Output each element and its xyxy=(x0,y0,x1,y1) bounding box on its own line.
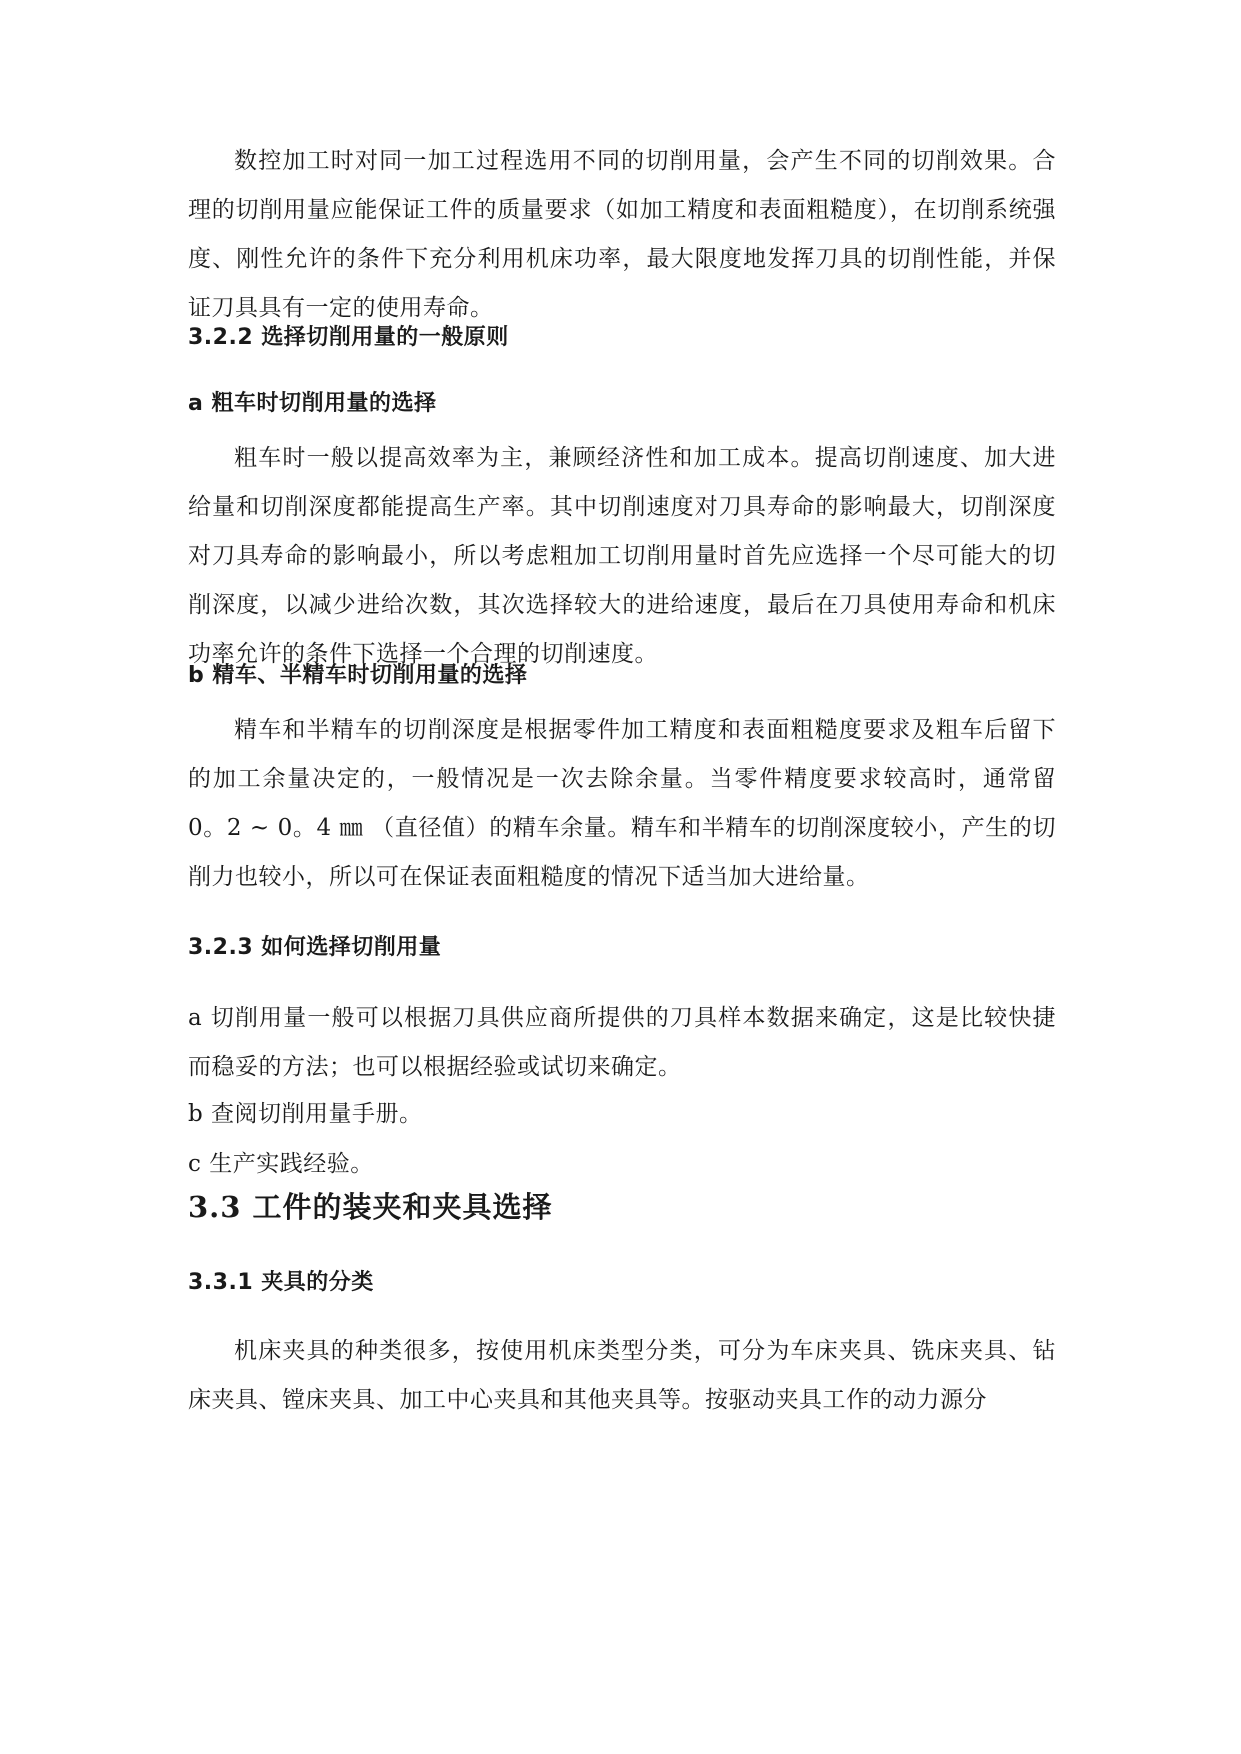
heading-3-2-3: 3.2.3 如何选择切削用量 xyxy=(188,935,442,960)
heading-finish-turning: b 精车、半精车时切削用量的选择 xyxy=(188,663,528,688)
list-item-b: b 查阅切削用量手册。 xyxy=(188,1101,423,1127)
heading-3-2-2: 3.2.2 选择切削用量的一般原则 xyxy=(188,325,509,350)
paragraph-cutting-parameters-intro: 数控加工时对同一加工过程选用不同的切削用量，会产生不同的切削效果。合理的切削用量应能保证工件的质量要求（如加工精度和表面粗糙度），在切削系统强度、刚性允许的条件下充分利用机床功率，最大限度地发挥刀具的切削性能，并保证刀具具有一定的使用寿命。 xyxy=(188,148,1056,321)
heading-rough-turning: a 粗车时切削用量的选择 xyxy=(188,391,437,416)
section-title-3-3: 3.3 工件的装夹和夹具选择 xyxy=(188,1190,553,1224)
list-item-a: a 切削用量一般可以根据刀具供应商所提供的刀具样本数据来确定，这是比较快捷而稳妥的方法；也可以根据经验或试切来确定。 xyxy=(188,1005,1056,1080)
heading-3-3-1: 3.3.1 夹具的分类 xyxy=(188,1270,374,1295)
paragraph-rough-turning: 粗车时一般以提高效率为主，兼顾经济性和加工成本。提高切削速度、加大进给量和切削深度都能提高生产率。其中切削速度对刀具寿命的影响最大，切削深度对刀具寿命的影响最小，所以考虑粗加工切削用量时首先应选择一个尽可能大的切削深度，以减少进给次数，其次选择较大的进给速度，最后在刀具使用寿命和机床功率允许的条件下选择一个合理的切削速度。 xyxy=(188,445,1056,667)
paragraph-fixture-classification: 机床夹具的种类很多，按使用机床类型分类，可分为车床夹具、铣床夹具、钻床夹具、镗床夹具、加工中心夹具和其他夹具等。按驱动夹具工作的动力源分 xyxy=(188,1338,1056,1413)
paragraph-finish-turning: 精车和半精车的切削深度是根据零件加工精度和表面粗糙度要求及粗车后留下的加工余量决定的，一般情况是一次去除余量。当零件精度要求较高时，通常留 0。2 ~ 0。4 ㎜ （直径值）的精车余量。精车和半精车的切削深度较小，产生的切削力也较小，所以可在保证表面粗糙度的情况下适当加大进给量。 xyxy=(188,717,1056,890)
list-item-c: c 生产实践经验。 xyxy=(188,1151,374,1177)
